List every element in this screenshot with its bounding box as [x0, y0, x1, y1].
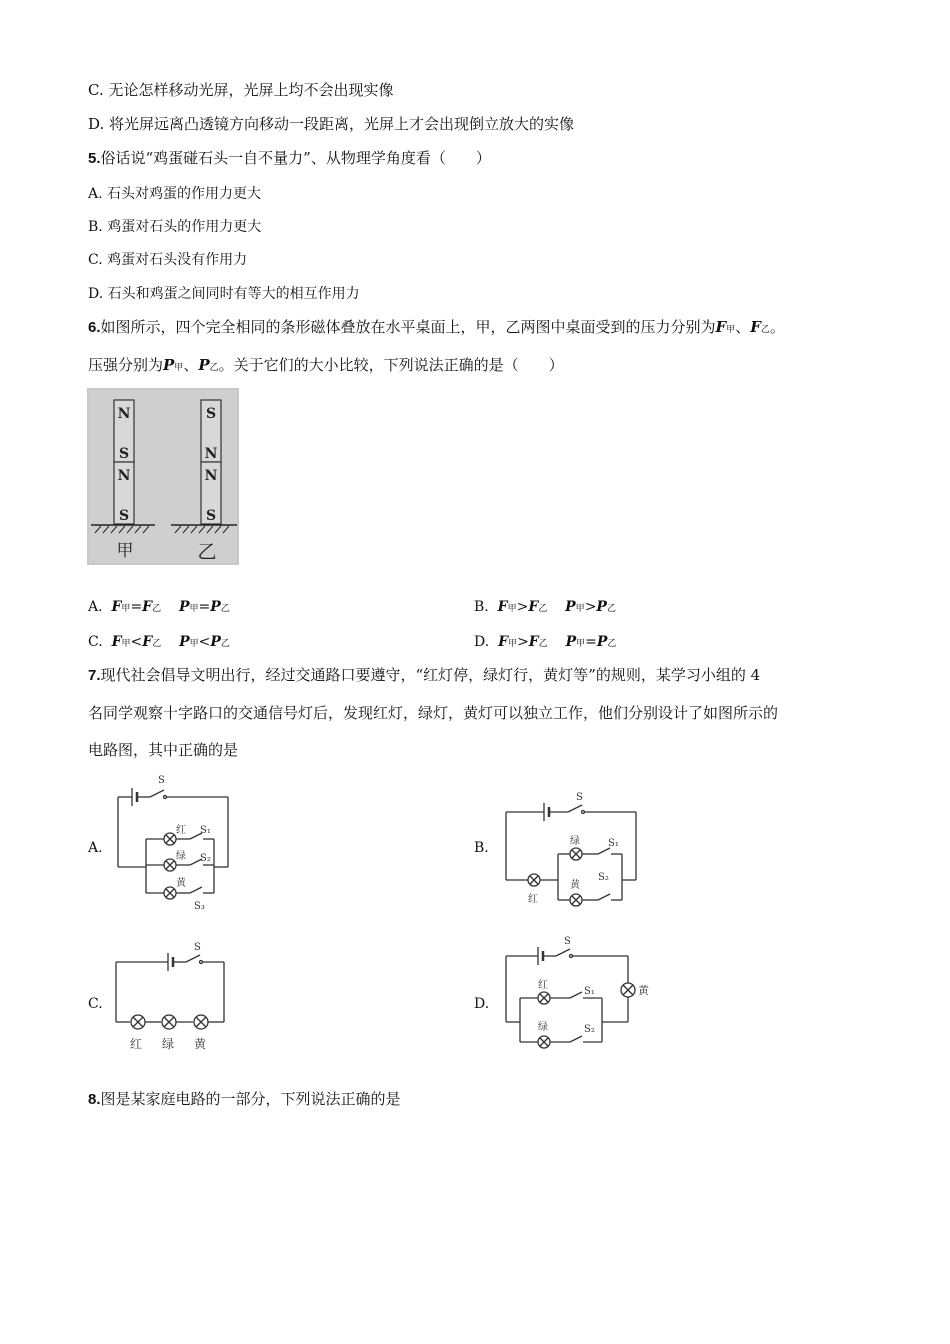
separator: 、	[735, 318, 751, 336]
relation: <	[198, 634, 211, 650]
label-yellow: 黄	[638, 984, 649, 997]
option-letter: B.	[474, 599, 489, 615]
label-s: S	[576, 792, 583, 803]
subscript: 乙	[760, 325, 770, 335]
left-pole-4: S	[118, 508, 130, 524]
symbol-f: F	[528, 634, 539, 650]
q8-number: 8.	[88, 1091, 101, 1108]
label-s3: S₃	[194, 901, 205, 912]
subscript: 乙	[607, 639, 617, 649]
q8-stem	[88, 1089, 401, 1110]
label-s1: S₁	[200, 825, 211, 836]
q7-stem-line1	[88, 665, 760, 686]
label-green: 绿	[176, 851, 186, 862]
symbol-p: P	[596, 634, 608, 650]
q5-option-d: D. 石头和鸡蛋之间同时有等大的相互作用力	[88, 286, 360, 302]
label-s1: S₁	[584, 986, 595, 997]
subscript: 甲	[174, 363, 184, 373]
q6-text2b: 。关于它们的大小比较，下列说法正确的是（ ）	[218, 356, 564, 374]
q7-text1: 现代社会倡导文明出行，经过交通路口要遵守，“红灯停，绿灯行，黄灯等”的规则，某学习小组的 4	[100, 666, 761, 684]
subscript: 乙	[152, 604, 162, 614]
q6-text1: 如图所示，四个完全相同的条形磁体叠放在水平桌面上，甲，乙两图中桌面受到的压力分别为	[100, 318, 716, 336]
symbol-p: P	[210, 634, 221, 650]
q6-number: 6.	[88, 319, 101, 336]
circuit-b	[498, 788, 648, 917]
left-pole-1: N	[117, 406, 131, 422]
magnet-figure	[87, 388, 239, 569]
label-s: S	[564, 936, 571, 947]
q7-option-c: C.	[88, 996, 103, 1012]
subscript: 乙	[538, 604, 548, 614]
label-red: 红	[130, 1037, 143, 1051]
right-pole-1: S	[205, 406, 217, 422]
q7-option-d: D.	[474, 996, 490, 1012]
q5-option-a: A. 石头对鸡蛋的作用力更大	[88, 186, 262, 202]
label-green: 绿	[162, 1037, 175, 1051]
q7-stem-line2: 名同学观察十字路口的交通信号灯后，发现红灯，绿灯，黄灯可以独立工作，他们分别设计了如图所示的	[88, 704, 779, 722]
symbol-p: P	[565, 634, 577, 650]
q6-option-a	[88, 597, 230, 619]
option-letter: D.	[474, 634, 490, 650]
q6-stem-line1	[88, 317, 785, 340]
label-red: 红	[176, 825, 186, 836]
relation: =	[198, 599, 211, 615]
right-pole-3: N	[204, 468, 218, 484]
label-s2: S₂	[200, 853, 211, 864]
subscript: 乙	[152, 639, 162, 649]
relation: >	[584, 599, 597, 615]
q4-option-d: D. 将光屏远离凸透镜方向移动一段距离，光屏上才会出现倒立放大的实像	[88, 115, 575, 133]
label-yi: 乙	[197, 541, 217, 563]
label-s: S	[194, 942, 201, 953]
symbol-f: F	[498, 634, 509, 650]
symbol-f: F	[497, 599, 508, 615]
symbol-p: P	[178, 599, 190, 615]
symbol-p: P	[210, 599, 221, 615]
relation: =	[585, 634, 597, 650]
separator: 、	[183, 356, 199, 374]
label-s2: S₂	[598, 872, 609, 883]
q7-number: 7.	[88, 667, 101, 684]
subscript: 甲	[189, 639, 199, 649]
symbol-p: P	[198, 356, 210, 374]
subscript: 乙	[209, 363, 219, 373]
symbol-f: F	[111, 599, 122, 615]
subscript: 乙	[220, 604, 230, 614]
relation: =	[130, 599, 143, 615]
option-letter: C.	[88, 634, 103, 650]
subscript: 乙	[606, 604, 616, 614]
q7-option-b: B.	[474, 840, 489, 856]
left-pole-2: S	[118, 446, 130, 462]
period: 。	[769, 318, 785, 336]
q4-option-c: C. 无论怎样移动光屏，光屏上均不会出现实像	[88, 81, 394, 99]
q7-option-a: A.	[88, 840, 103, 856]
symbol-f: F	[715, 318, 727, 336]
symbol-p: P	[163, 356, 175, 374]
q6-stem-line2	[88, 355, 564, 378]
q5-stem	[88, 148, 491, 169]
subscript: 乙	[538, 639, 548, 649]
q7-stem-line3: 电路图，其中正确的是	[88, 741, 239, 759]
q6-text2a: 压强分别为	[88, 356, 164, 374]
relation: <	[130, 634, 143, 650]
q5-option-b: B. 鸡蛋对石头的作用力更大	[88, 219, 262, 235]
relation: >	[517, 634, 529, 650]
label-red: 红	[528, 894, 538, 905]
symbol-p: P	[179, 634, 190, 650]
subscript: 甲	[575, 604, 585, 614]
label-red: 红	[538, 980, 548, 991]
subscript: 甲	[507, 604, 517, 614]
subscript: 乙	[220, 639, 230, 649]
relation: >	[516, 599, 529, 615]
symbol-p: P	[565, 599, 576, 615]
symbol-p: P	[596, 599, 607, 615]
circuit-a	[110, 773, 240, 917]
q8-text: 图是某家庭电路的一部分，下列说法正确的是	[100, 1090, 401, 1108]
symbol-f: F	[750, 318, 761, 336]
label-green: 绿	[570, 836, 580, 847]
label-yellow: 黄	[570, 880, 580, 891]
right-pole-4: S	[205, 508, 217, 524]
symbol-f: F	[111, 634, 122, 650]
q5-number: 5.	[88, 150, 101, 167]
subscript: 甲	[121, 604, 131, 614]
subscript: 甲	[121, 639, 131, 649]
label-s1: S₁	[608, 838, 619, 849]
left-pole-3: N	[117, 468, 131, 484]
option-letter: A.	[88, 599, 103, 615]
q6-option-b	[474, 597, 616, 619]
subscript: 甲	[726, 325, 736, 335]
q6-option-c	[88, 632, 230, 654]
circuit-c	[108, 938, 238, 1060]
circuit-d	[498, 932, 658, 1061]
right-pole-2: N	[204, 446, 218, 462]
label-green: 绿	[538, 1022, 548, 1033]
label-jia: 甲	[116, 541, 134, 561]
label-yellow: 黄	[176, 878, 186, 889]
subscript: 甲	[508, 639, 518, 649]
subscript: 甲	[576, 639, 586, 649]
q5-text: 俗话说“鸡蛋碰石头一自不量力”、从物理学角度看（ ）	[100, 149, 491, 167]
q6-option-d	[474, 632, 616, 654]
symbol-f: F	[142, 599, 153, 615]
symbol-f: F	[142, 634, 153, 650]
label-yellow: 黄	[194, 1037, 207, 1051]
subscript: 甲	[189, 604, 199, 614]
label-s: S	[158, 775, 165, 786]
label-s2: S₂	[584, 1024, 595, 1035]
q5-option-c: C. 鸡蛋对石头没有作用力	[88, 252, 248, 268]
symbol-f: F	[528, 599, 539, 615]
